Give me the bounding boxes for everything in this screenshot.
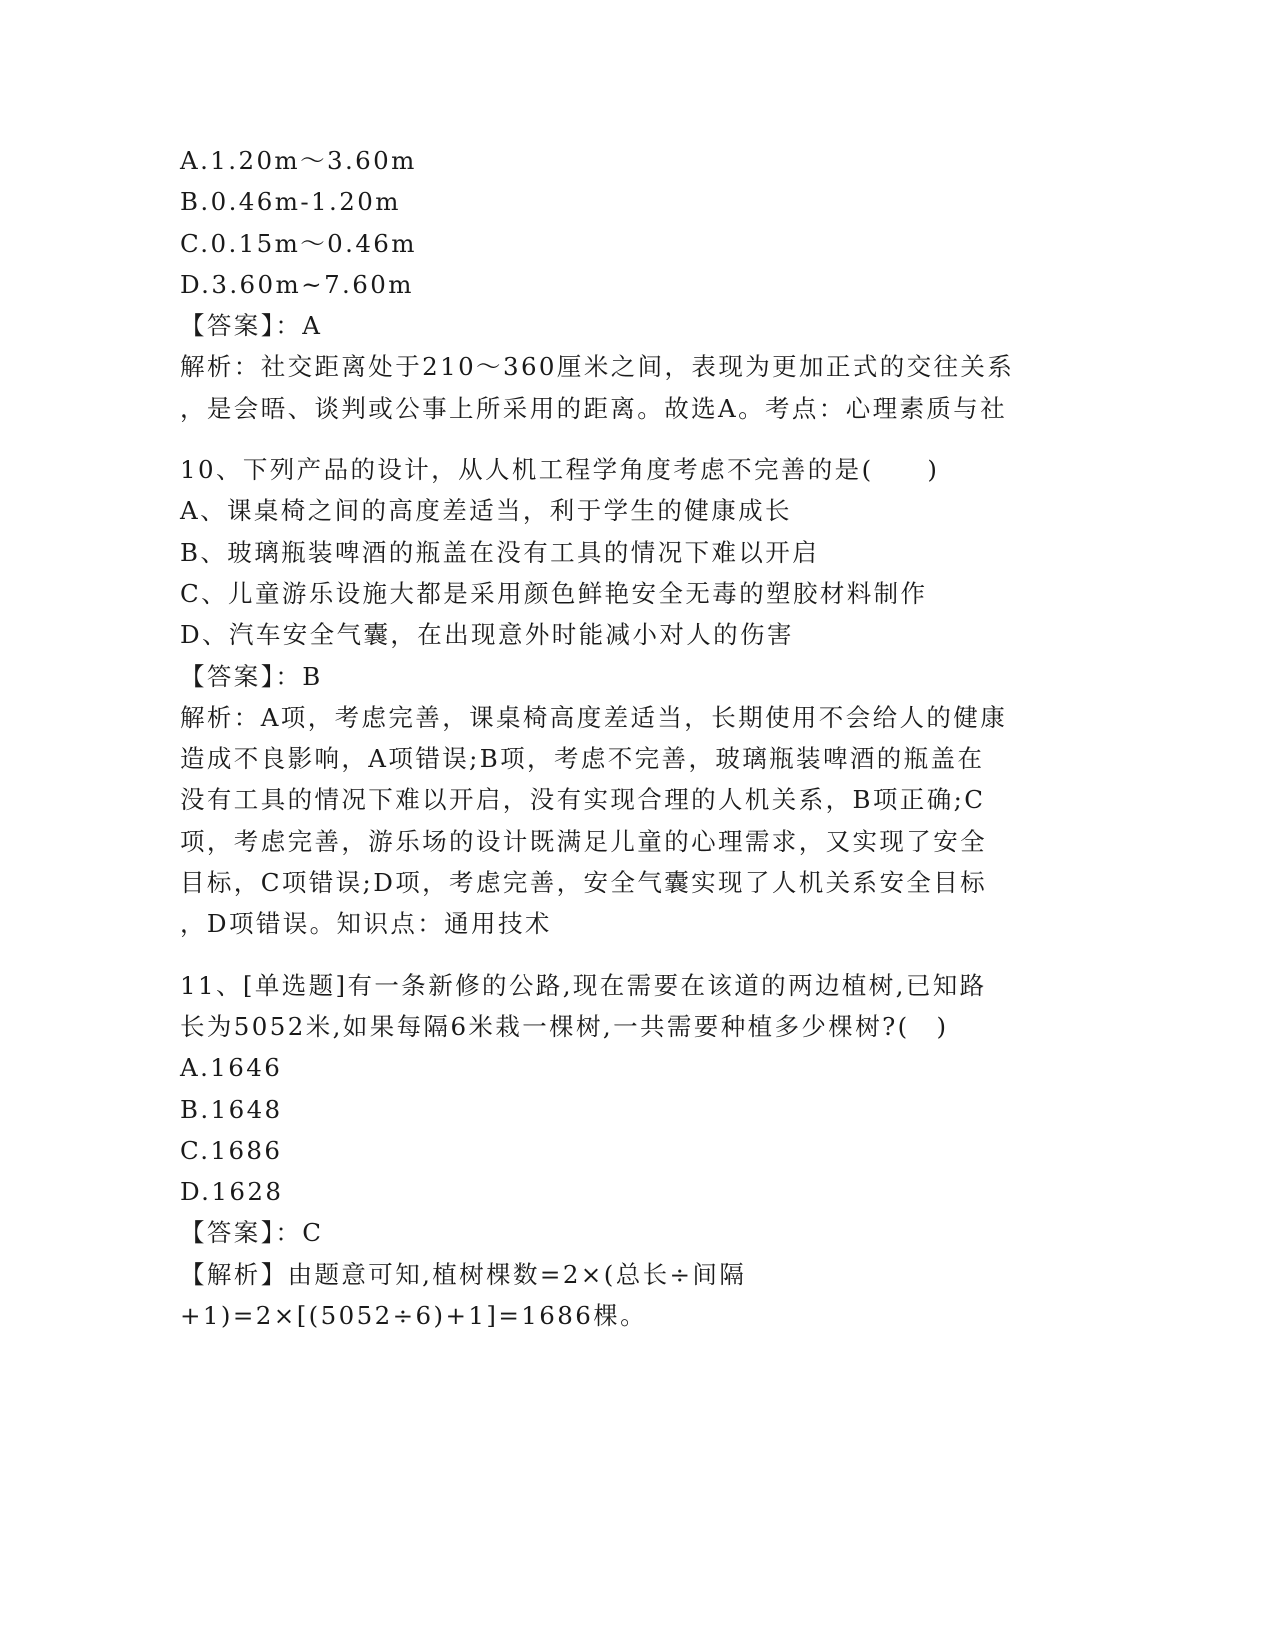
q10-analysis-line-3: 没有工具的情况下难以开启，没有实现合理的人机关系，B项正确;C: [180, 785, 986, 815]
q9-answer: 【答案】：A: [180, 311, 323, 341]
question-10-block: [180, 449, 1080, 945]
q10-analysis-line-5: 目标，C项错误;D项，考虑完善，安全气囊实现了人机关系安全目标: [180, 868, 988, 898]
q11-answer: 【答案】：C: [180, 1218, 324, 1248]
question-11-block: [180, 965, 1080, 1337]
q10-option-c: C、儿童游乐设施大都是采用颜色鲜艳安全无毒的塑胶材料制作: [180, 578, 928, 608]
q11-option-d: D.1628: [180, 1177, 284, 1207]
q9-option-c: C.0.15m～0.46m: [180, 228, 417, 258]
q10-analysis-line-6: ，D项错误。知识点：通用技术: [180, 909, 552, 939]
q11-analysis-line-1: 【解析】由题意可知,植树棵数=2×(总长÷间隔: [180, 1259, 747, 1289]
q9-option-d: D.3.60m~7.60m: [180, 269, 414, 299]
q9-option-b: B.0.46m-1.20m: [180, 187, 401, 217]
q11-question-line-2: 长为5052米,如果每隔6米栽一棵树,一共需要种植多少棵树?( ): [180, 1011, 949, 1041]
q9-option-a: A.1.20m～3.60m: [180, 146, 417, 175]
q10-analysis-line-2: 造成不良影响，A项错误;B项，考虑不完善，玻璃瓶装啤酒的瓶盖在: [180, 744, 985, 774]
q10-option-a: A、课桌椅之间的高度差适当，利于学生的健康成长: [180, 496, 792, 526]
q11-question-line-1: 11、[单选题]有一条新修的公路,现在需要在该道的两边植树,已知路: [180, 970, 987, 1000]
q10-analysis-line-4: 项，考虑完善，游乐场的设计既满足儿童的心理需求，又实现了安全: [180, 826, 987, 856]
q11-analysis-line-2: +1)=2×[(5052÷6)+1]=1686棵。: [180, 1301, 648, 1331]
q9-analysis-line-2: ，是会晤、谈判或公事上所采用的距离。故选A。考点：心理素质与社: [180, 393, 1008, 423]
q11-option-b: B.1648: [180, 1094, 283, 1124]
q9-analysis-line-1: 解析：社交距离处于210～360厘米之间，表现为更加正式的交往关系: [180, 352, 1015, 382]
q10-option-d: D、汽车安全气囊，在出现意外时能减小对人的伤害: [180, 620, 794, 650]
q10-analysis-line-1: 解析：A项，考虑完善，课桌椅高度差适当，长期使用不会给人的健康: [180, 702, 1008, 732]
q10-option-b: B、玻璃瓶装啤酒的瓶盖在没有工具的情况下难以开启: [180, 537, 820, 567]
q11-option-a: A.1646: [180, 1053, 283, 1083]
document-page: [180, 140, 1080, 1336]
block-spacer: [180, 945, 1080, 965]
q10-answer: 【答案】：B: [180, 661, 323, 691]
question-9-block: [180, 140, 1080, 429]
q10-question: 10、下列产品的设计，从人机工程学角度考虑不完善的是( ): [180, 455, 940, 485]
block-spacer: [180, 429, 1080, 449]
q11-option-c: C.1686: [180, 1135, 283, 1165]
